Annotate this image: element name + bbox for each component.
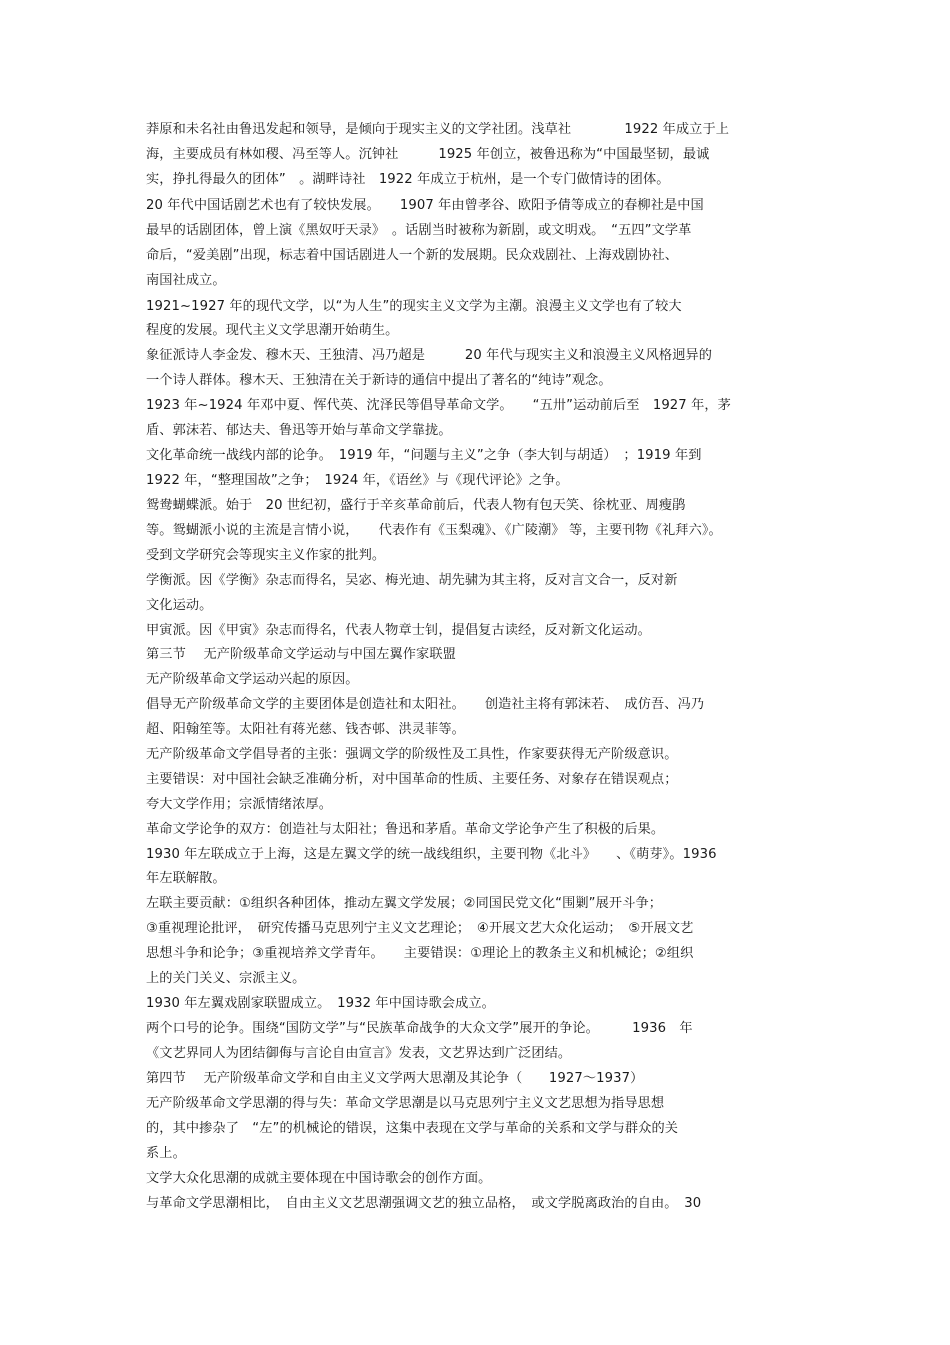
text-line: 文学大众化思潮的成就主要体现在中国诗歌会的创作方面。: [146, 1171, 492, 1186]
text-line: 的，其中掺杂了 “左”的机械论的错误，这集中表现在文学与革命的关系和文学与群众的关: [146, 1121, 679, 1136]
text-line: 鸳鸯蝴蝶派。始于 20 世纪初，盛行于辛亥革命前后，代表人物有包天笑、徐枕亚、周瘦鹃: [146, 498, 686, 513]
text-line: 倡导无产阶级革命文学的主要团体是创造社和太阳社。 创造社主将有郭沫若、 成仿吾、冯乃: [146, 697, 705, 712]
section-heading: 第三节 无产阶级革命文学运动与中国左翼作家联盟: [146, 647, 456, 662]
section-heading: 第四节 无产阶级革命文学和自由主义文学两大思潮及其论争（ 1927～1937）: [146, 1071, 644, 1086]
text-line: 盾、郭沫若、郁达夫、鲁迅等开始与革命文学靠拢。: [146, 423, 452, 438]
text-line: 左联主要贡献：①组织各种团体，推动左翼文学发展；②同国民党文化“围剿”展开斗争；: [146, 896, 663, 911]
text-line: 程度的发展。现代主义文学思潮开始萌生。: [146, 323, 399, 338]
text-line: 无产阶级革命文学思潮的得与失：革命文学思潮是以马克思列宁主义文艺思想为指导思想: [146, 1096, 665, 1111]
text-line: 莽原和未名社由鲁迅发起和领导，是倾向于现实主义的文学社团。浅草社 1922 年成立于上: [146, 122, 730, 137]
text-line: 1921~1927 年的现代文学，以“为人生”的现实主义文学为主潮。浪漫主义文学也有了较大: [146, 299, 682, 314]
text-line: 等。鸳蝴派小说的主流是言情小说， 代表作有《玉梨魂》、《广陵潮》 等，主要刊物《礼拜六》。: [146, 523, 722, 538]
text-line: 最早的话剧团体，曾上演《黑奴吁天录》 。话剧当时被称为新剧，或文明戏。 “五四”文学革: [146, 223, 692, 238]
text-line: 无产阶级革命文学倡导者的主张：强调文学的阶级性及工具性，作家要获得无产阶级意识。: [146, 747, 678, 762]
text-line: 系上。: [146, 1146, 186, 1161]
text-line: 1923 年~1924 年邓中夏、恽代英、沈泽民等倡导革命文学。 “五卅”运动前后至 1927 年，茅: [146, 398, 731, 413]
text-line: 主要错误：对中国社会缺乏准确分析，对中国革命的性质、主要任务、对象存在错误观点；: [146, 772, 678, 787]
text-line: 命后，“爱美剧”出现，标志着中国话剧进人一个新的发展期。民众戏剧社、上海戏剧协社、: [146, 248, 679, 263]
text-line: 革命文学论争的双方：创造社与太阳社；鲁迅和茅盾。革命文学论争产生了积极的后果。: [146, 822, 665, 837]
text-line: 1922 年，“整理国故”之争； 1924 年，《语丝》与《现代评论》之争。: [146, 473, 569, 488]
text-line: 思想斗争和论争；③重视培养文学青年。 主要错误：①理论上的教条主义和机械论；②组织: [146, 946, 694, 961]
text-line: 甲寅派。因《甲寅》杂志而得名，代表人物章士钊，提倡复古读经，反对新文化运动。: [146, 623, 651, 638]
text-line: 象征派诗人李金发、穆木天、王独清、冯乃超是 20 年代与现实主义和浪漫主义风格迥异的: [146, 348, 713, 363]
text-line: 1930 年左翼戏剧家联盟成立。 1932 年中国诗歌会成立。: [146, 996, 495, 1011]
text-line: 《文艺界同人为团结御侮与言论自由宣言》发表，文艺界达到广泛团结。: [146, 1046, 572, 1061]
text-line: 两个口号的论争。围绕“国防文学”与“民族革命战争的大众文学”展开的争论。 1936 年: [146, 1021, 693, 1036]
text-line: 上的关门关义、宗派主义。: [146, 971, 306, 986]
text-line: 文化运动。: [146, 598, 213, 613]
text-line: 超、阳翰笙等。太阳社有蒋光慈、钱杏邨、洪灵菲等。: [146, 722, 465, 737]
text-line: 实，挣扎得最久的团体” 。湖畔诗社 1922 年成立于杭州，是一个专门做情诗的团体。: [146, 172, 670, 187]
text-line: ③重视理论批评， 研究传播马克思列宁主义文艺理论； ④开展文艺大众化运动； ⑤开展文艺: [146, 921, 694, 936]
text-line: 20 年代中国话剧艺术也有了较快发展。 1907 年由曾孝谷、欧阳予倩等成立的春柳社是中国: [146, 198, 704, 213]
text-line: 文化革命统一战线内部的论争。 1919 年，“问题与主义”之争（李大钊与胡适） ；1919 年到: [146, 448, 702, 463]
text-line: 海，主要成员有林如稷、冯至等人。沉钟社 1925 年创立，被鲁迅称为“中国最坚韧，最诚: [146, 147, 710, 162]
text-line: 受到文学研究会等现实主义作家的批判。: [146, 548, 386, 563]
text-line: 学衡派。因《学衡》杂志而得名，吴宓、梅光迪、胡先骕为其主将，反对言文合一，反对新: [146, 573, 678, 588]
text-line: 无产阶级革命文学运动兴起的原因。: [146, 672, 359, 687]
text-line: 与革命文学思潮相比， 自由主义文艺思潮强调文艺的独立品格， 或文学脱离政治的自由。 30: [146, 1196, 702, 1211]
text-line: 一个诗人群体。穆木天、王独清在关于新诗的通信中提出了著名的“纯诗”观念。: [146, 373, 612, 388]
text-line: 1930 年左联成立于上海，这是左翼文学的统一战线组织，主要刊物《北斗》 、《萌芽》。1936: [146, 847, 717, 862]
text-line: 南国社成立。: [146, 273, 226, 288]
text-line: 夸大文学作用；宗派情绪浓厚。: [146, 797, 333, 812]
text-line: 年左联解散。: [146, 871, 226, 886]
